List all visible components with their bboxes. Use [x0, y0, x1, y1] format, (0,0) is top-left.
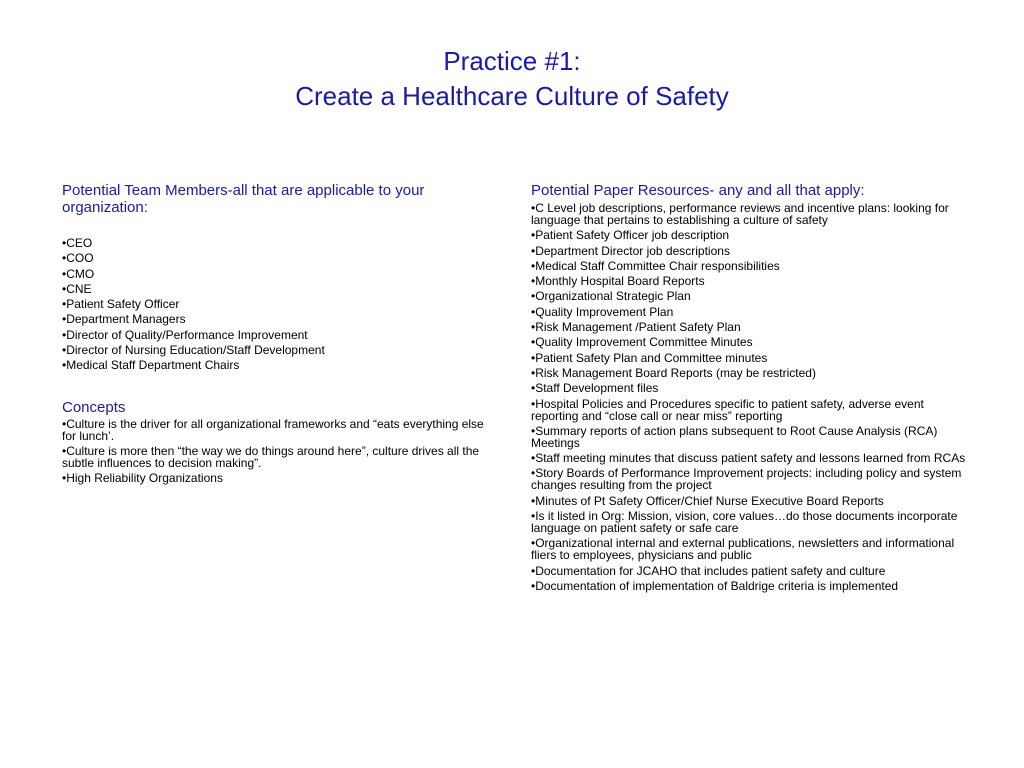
resource-item: •Department Director job descriptions	[531, 243, 730, 258]
concept-item: •Culture is the driver for all organizational frameworks and “eats everything else for lunch’.	[62, 417, 484, 444]
team-member-item: •CEO	[62, 236, 93, 250]
slide-title	[0, 44, 1024, 114]
resource-item: •Patient Safety Officer job description	[531, 228, 730, 243]
concept-item: •High Reliability Organizations	[62, 471, 223, 486]
team-members-list	[62, 237, 494, 371]
team-member-item: •COO	[62, 251, 94, 266]
resource-item: •Medical Staff Committee Chair responsibilities	[531, 258, 780, 273]
resource-item: •Story Boards of Performance Improvement projects: including policy and system changes resulting from the project	[531, 466, 962, 493]
left-column	[62, 182, 494, 487]
resource-item: •Summary reports of action plans subsequent to Root Cause Analysis (RCA) Meetings	[531, 423, 938, 450]
concept-item: •Culture is more then “the way we do things around here”, culture drives all the subtle influences to decision making”.	[62, 444, 480, 471]
resource-item: •Staff Development files	[531, 381, 659, 396]
resource-item: •Quality Improvement Plan	[531, 304, 674, 319]
paper-resources-list	[531, 202, 971, 592]
resource-item: •Monthly Hospital Board Reports	[531, 274, 705, 289]
team-member-item: •Director of Quality/Performance Improvement	[62, 327, 308, 342]
team-member-item: •Department Managers	[62, 312, 186, 327]
resource-item: •Organizational internal and external publications, newsletters and informational fliers to employees, physicians and public	[531, 536, 955, 563]
resource-item: •C Level job descriptions, performance reviews and incentive plans: looking for language that pertains to establishing a culture of safety	[531, 201, 949, 227]
right-column	[531, 182, 971, 595]
team-member-item: •Director of Nursing Education/Staff Development	[62, 343, 325, 358]
resource-item: •Organizational Strategic Plan	[531, 289, 691, 304]
resource-item: •Risk Management Board Reports (may be restricted)	[531, 365, 816, 380]
resource-item: •Quality Improvement Committee Minutes	[531, 335, 753, 350]
concepts-heading: Concepts	[62, 399, 126, 417]
resource-item: •Minutes of Pt Safety Officer/Chief Nurse Executive Board Reports	[531, 493, 884, 508]
team-members-heading: Potential Team Members-all that are applicable to your organization:	[62, 182, 425, 216]
team-member-item: •Patient Safety Officer	[62, 297, 180, 312]
slide-title-line-1: Practice #1:	[443, 46, 581, 76]
paper-resources-heading: Potential Paper Resources- any and all that apply:	[531, 182, 865, 199]
resource-item: •Patient Safety Plan and Committee minutes	[531, 350, 768, 365]
resource-item: •Documentation of implementation of Baldrige criteria is implemented	[531, 578, 899, 593]
resource-item: •Hospital Policies and Procedures specific to patient safety, adverse event reporting and “close call or near miss” reporting	[531, 396, 924, 423]
resource-item: •Documentation for JCAHO that includes patient safety and culture	[531, 563, 886, 578]
team-member-item: •CNE	[62, 281, 92, 296]
resource-item: •Staff meeting minutes that discuss patient safety and lessons learned from RCAs	[531, 451, 966, 466]
resource-item: •Risk Management /Patient Safety Plan	[531, 320, 741, 335]
team-member-item: •CMO	[62, 266, 95, 281]
team-member-item: •Medical Staff Department Chairs	[62, 358, 240, 373]
resource-item: •Is it listed in Org: Mission, vision, core values…do those documents incorporate language on patient safety or safe care	[531, 509, 958, 536]
concepts-list	[62, 418, 494, 484]
slide-title-line-2: Create a Healthcare Culture of Safety	[295, 81, 729, 111]
